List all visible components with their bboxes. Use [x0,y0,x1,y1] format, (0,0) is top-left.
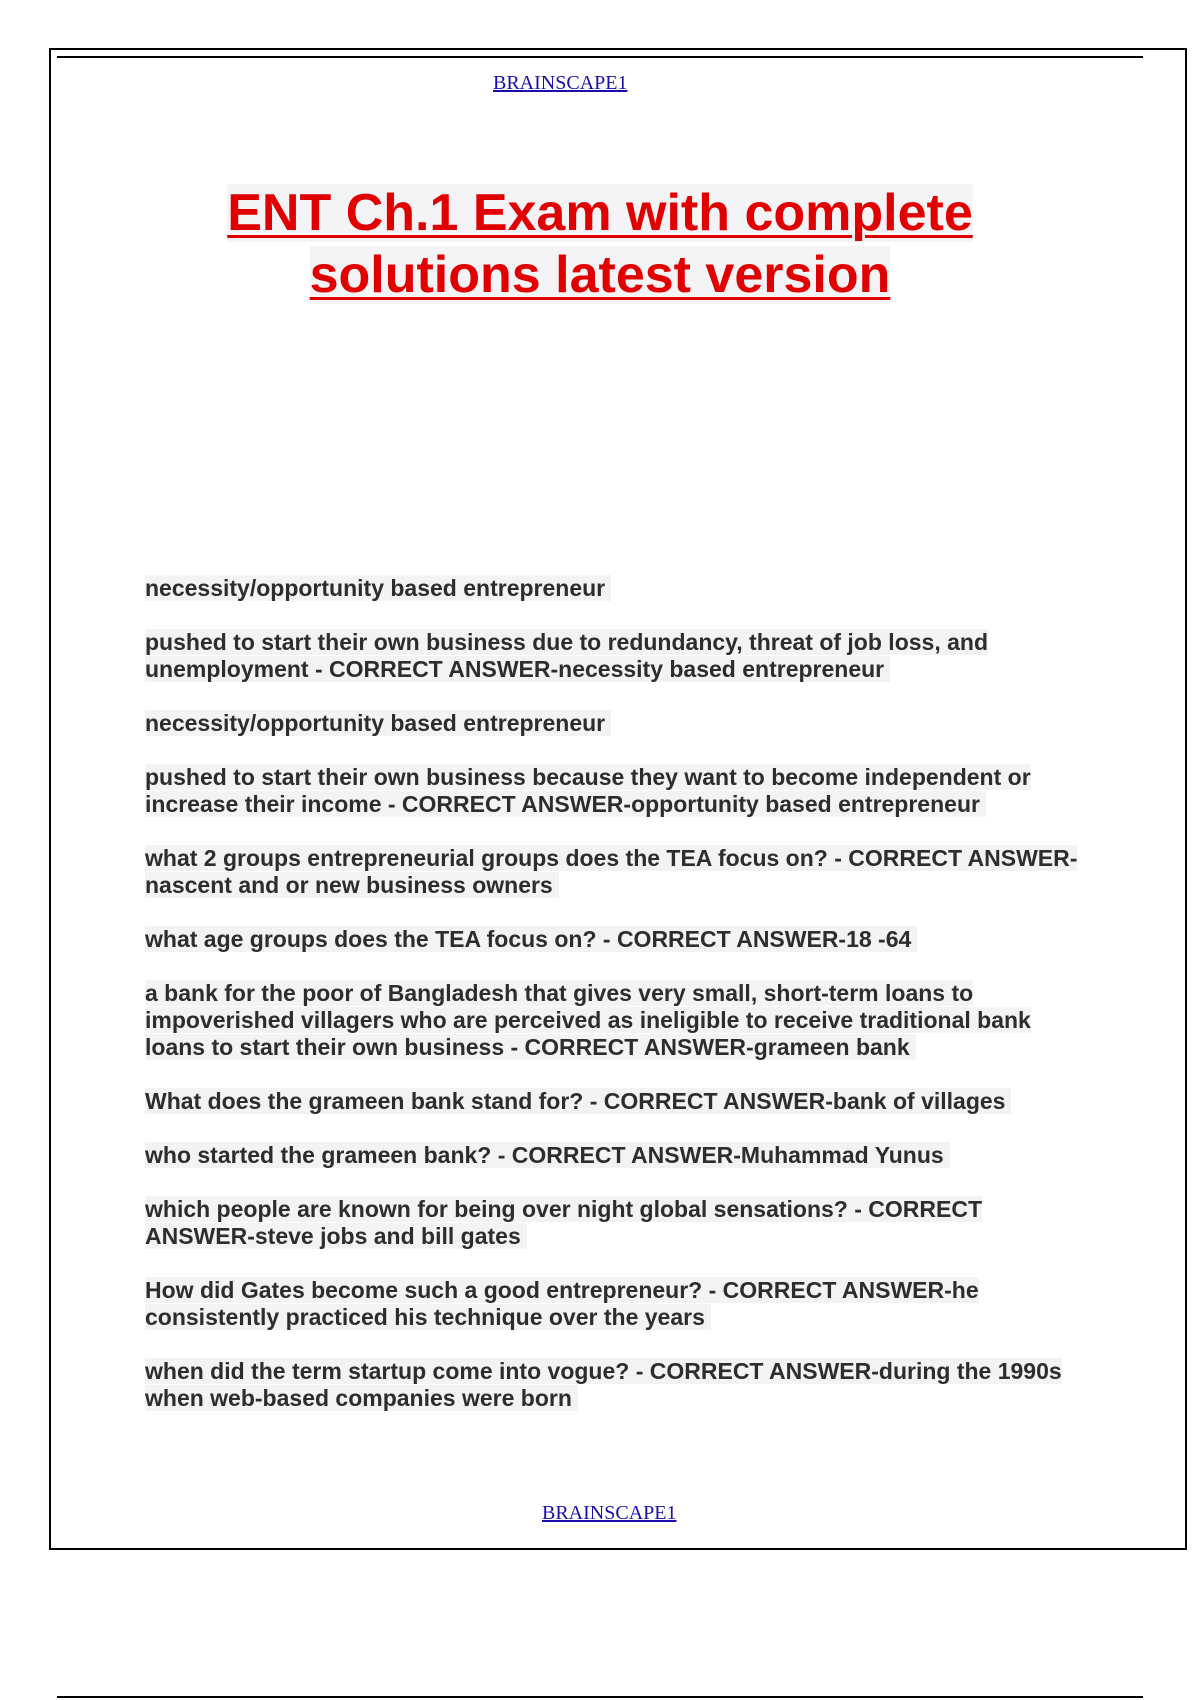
list-item [145,764,1085,818]
entry-text: What does the grameen bank stand for? - CORRECT ANSWER-bank of villages [145,1088,1011,1114]
list-item [145,1196,1085,1250]
list-item [145,980,1085,1061]
entry-text: when did the term startup come into vogue? - CORRECT ANSWER-during the 1990s when web-based companies were born [145,1358,1062,1411]
entry-text: what age groups does the TEA focus on? - CORRECT ANSWER-18 -64 [145,926,917,952]
footer-brainscape-link[interactable]: BRAINSCAPE1 [542,1502,677,1524]
entry-text: necessity/opportunity based entrepreneur [145,710,611,736]
list-item [145,1358,1085,1412]
entry-text: pushed to start their own business due to redundancy, threat of job loss, and unemployment - CORRECT ANSWER-necessity based entrepreneur [145,629,988,682]
entry-text: who started the grameen bank? - CORRECT ANSWER-Muhammad Yunus [145,1142,950,1168]
question-answer-list [145,575,1085,1439]
bottom-rule [57,1696,1143,1698]
list-item [145,575,1085,602]
entry-text: a bank for the poor of Bangladesh that gives very small, short-term loans to impoverished villagers who are perceived as ineligible to receive traditional bank loans to start their own business - CORRECT ANSWER-grameen bank [145,980,1031,1060]
title-line-2: solutions latest version [309,246,891,304]
header-brainscape-link[interactable]: BRAINSCAPE1 [493,72,628,94]
list-item [145,845,1085,899]
top-rule [57,56,1143,58]
list-item [145,710,1085,737]
page-title [150,182,1050,306]
entry-text: which people are known for being over night global sensations? - CORRECT ANSWER-steve jobs and bill gates [145,1196,983,1249]
list-item [145,1088,1085,1115]
list-item [145,926,1085,953]
list-item [145,1277,1085,1331]
entry-text: what 2 groups entrepreneurial groups does the TEA focus on? - CORRECT ANSWER-nascent and or new business owners [145,845,1078,898]
entry-text: necessity/opportunity based entrepreneur [145,575,611,601]
entry-text: pushed to start their own business because they want to become independent or increase their income - CORRECT ANSWER-opportunity based entrepreneur [145,764,1031,817]
title-line-1: ENT Ch.1 Exam with complete [227,184,973,242]
entry-text: How did Gates become such a good entrepreneur? - CORRECT ANSWER-he consistently practiced his technique over the years [145,1277,979,1330]
list-item [145,1142,1085,1169]
list-item [145,629,1085,683]
